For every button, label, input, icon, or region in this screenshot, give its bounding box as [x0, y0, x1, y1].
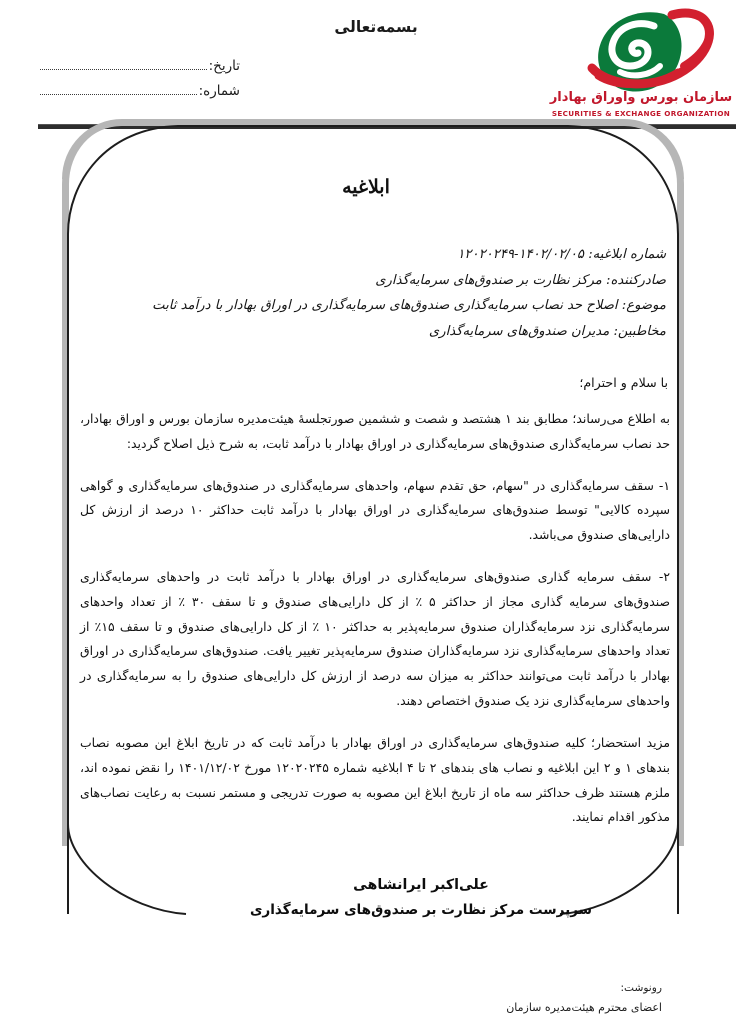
document-body — [78, 150, 672, 1019]
carbon-copy-item: اعضای محترم هیئت‌مدیره سازمان — [506, 1001, 662, 1015]
logo-name-fa: سازمان بورس واوراق بهادار — [549, 90, 733, 105]
carbon-copy-block — [78, 978, 662, 1019]
number-field-label: شماره: — [198, 83, 240, 99]
meta-row-reference-number — [78, 242, 666, 268]
letterhead — [0, 0, 752, 128]
meta-value-issuer: مرکز نظارت بر صندوق‌های سرمایه‌گذاری — [375, 272, 602, 288]
signature-block — [78, 872, 672, 922]
date-field-row — [40, 58, 240, 74]
signatory-role: سرپرست مرکز نظارت بر صندوق‌های سرمایه‌گذاری — [249, 902, 593, 919]
meta-label-recipients: مخاطبین: — [613, 324, 666, 340]
page-title: ابلاغیه — [342, 176, 390, 198]
document-meta — [78, 242, 666, 345]
date-field-blank[interactable] — [40, 68, 207, 70]
meta-label-reference-number: شماره ابلاغیه: — [588, 247, 666, 262]
letterhead-fields — [40, 58, 240, 108]
meta-row-recipients — [78, 319, 666, 345]
clause-item-2: ۲- سقف سرمایه گذاری صندوق‌های سرمایه‌گذاری در اوراق بهادار با درآمد ثابت در واحدهای سرمایه‌گذاری صندوق‌های سرمایه گذاری مجاز از حداکثر ۵ ٪ از کل دارایی‌های صندوق و تا سقف ۳۰ ٪ از تعداد واحدهای سرمایه‌گذاری نزد سرمایه‌گذاران صندوق سرمایه‌پذیر به حداکثر ۱۰ ٪ از کل دارایی‌های صندوق و تا سقف ۱۵٪ از تعداد واحدهای سرمایه‌گذاری نزد سرمایه‌گذاران صندوق سرمایه‌پذیر تغییر یافت. صندوق‌های سرمایه‌گذاری در اوراق بهادار با درآمد ثابت می‌توانند حداکثر به میزان سه درصد از ارزش کل دارایی‌های صندوق را به سرمایه‌گذاری در واحدهای سرمایه‌گذاری نزد یک صندوق اختصاص دهند. — [80, 569, 671, 709]
meta-value-reference-number: ۱۴۰۲/۰۲/۰۵-۱۲۰۲۰۲۴۹ — [457, 247, 585, 262]
number-field-row — [40, 83, 240, 99]
meta-label-subject: موضوع: — [621, 298, 666, 314]
intro-paragraph: به اطلاع می‌رساند؛ مطابق بند ۱ هشتصد و شصت و ششمین صورتجلسۀ هیئت‌مدیره سازمان بورس و اوراق بهادار، حد نصاب سرمایه‌گذاری صندوق‌های سرمایه‌گذاری در اوراق بهادار با درآمد ثابت، به شرح ذیل اصلاح گردید: — [80, 410, 671, 451]
carbon-copy-label: رونوشت: — [620, 982, 662, 995]
meta-row-issuer — [78, 268, 666, 294]
number-field-blank[interactable] — [40, 93, 197, 95]
meta-value-subject: اصلاح حد نصاب سرمایه‌گذاری صندوق‌های سرمایه‌گذاری در اوراق بهادار با درآمد ثابت — [152, 298, 618, 314]
meta-value-recipients: مدیران صندوق‌های سرمایه‌گذاری — [428, 324, 610, 340]
organization-logo — [548, 6, 734, 122]
clause-item-1: ۱- سقف سرمایه‌گذاری در "سهام، حق تقدم سهام، واحدهای سرمایه‌گذاری در صندوق‌های سرمایه‌گذاری و گواهی سپرده کالایی" توسط صندوق‌های سرمایه‌گذاری در اوراق بهادار با درآمد ثابت حداکثر ۱۰ درصد از ارزش کل دارایی‌های صندوق می‌باشد. — [80, 477, 670, 543]
salutation: با سلام و احترام؛ — [579, 374, 668, 390]
signatory-name: علی‌اکبر ایرانشاهی — [353, 877, 489, 894]
bismillah-heading: بسمه‌تعالی — [334, 18, 418, 36]
closing-paragraph: مزید استحضار؛ کلیه صندوق‌های سرمایه‌گذاری در اوراق بهادار با درآمد ثابت که در تاریخ ابلاغ این مصوبه نصاب بندهای ۱ و ۲ این ابلاغیه و نصاب های بندهای ۲ تا ۴ ابلاغیه شماره ۱۲۰۲۰۲۴۵ مورخ ۱۴۰۱/۱۲/۰۲ را نقض نموده اند، ملزم هستند ظرف حداکثر سه ماه از تاریخ ابلاغ این مصوبه به صورت تدریجی و مستمر نسبت به رعایت نصاب‌های مذکور اقدام نمایند. — [80, 734, 670, 825]
date-field-label: تاریخ: — [208, 58, 240, 74]
seo-globe-swoosh-icon — [568, 6, 718, 94]
logo-name-en: SECURITIES & EXCHANGE ORGANIZATION — [551, 109, 731, 118]
meta-row-subject — [78, 293, 666, 319]
meta-label-issuer: صادرکننده: — [606, 272, 666, 288]
